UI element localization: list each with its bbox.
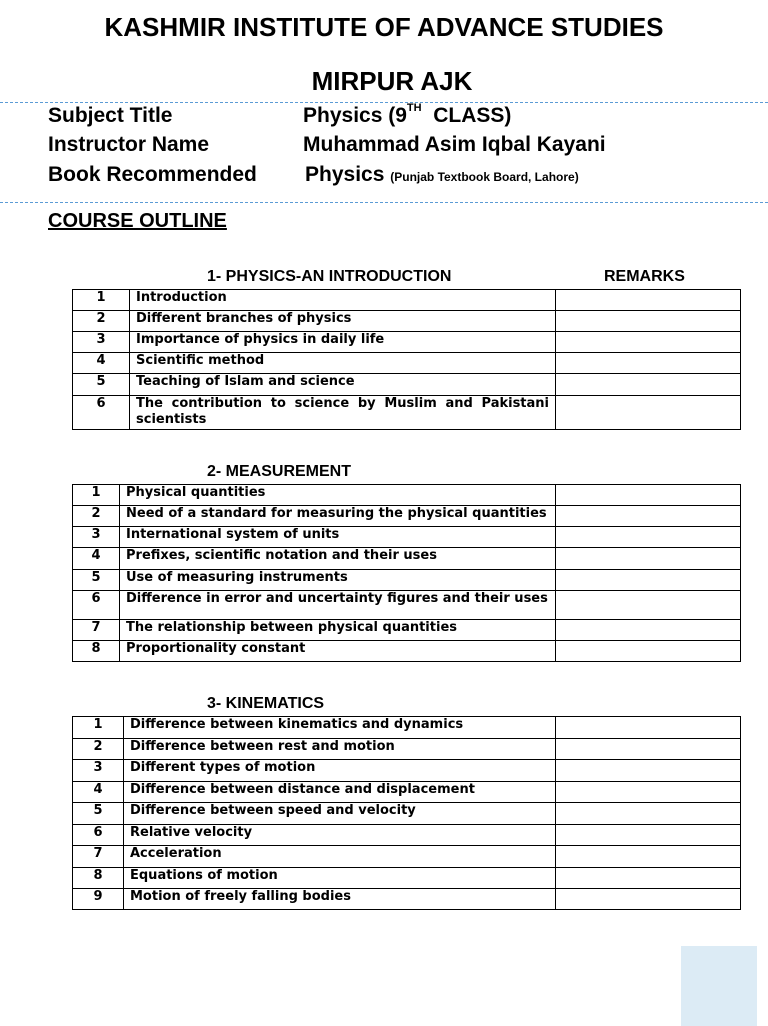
row-topic: Scientific method	[130, 353, 556, 374]
course-outline-heading: COURSE OUTLINE	[48, 210, 227, 232]
table-row	[73, 527, 741, 548]
book-row	[48, 163, 579, 187]
row-topic: Difference between speed and velocity	[124, 803, 556, 825]
row-number: 4	[73, 548, 120, 570]
row-number: 8	[73, 641, 120, 662]
row-remarks-cell	[556, 782, 741, 803]
row-remarks-cell	[556, 717, 741, 739]
table-row	[73, 374, 741, 396]
table-row	[73, 846, 741, 868]
book-value: Physics (Punjab Textbook Board, Lahore)	[305, 163, 579, 186]
row-number: 4	[73, 782, 124, 803]
row-remarks-cell	[556, 311, 741, 332]
row-number: 3	[73, 332, 130, 353]
row-topic: Use of measuring instruments	[120, 570, 556, 591]
subject-value: Physics (9TH CLASS)	[303, 102, 512, 127]
row-topic: Physical quantities	[120, 485, 556, 506]
city-title: MIRPUR AJK	[311, 66, 473, 96]
row-topic: International system of units	[120, 527, 556, 548]
row-topic: Prefixes, scientific notation and their uses	[120, 548, 556, 570]
row-number: 6	[73, 396, 130, 430]
row-topic: Relative velocity	[124, 825, 556, 846]
row-number: 1	[73, 717, 124, 739]
subject-row	[48, 102, 512, 128]
row-remarks-cell	[556, 396, 741, 430]
row-topic: Different branches of physics	[130, 311, 556, 332]
row-topic: Different types of motion	[124, 760, 556, 782]
table-row	[73, 803, 741, 825]
row-remarks-cell	[556, 889, 741, 910]
table-row	[73, 311, 741, 332]
section-1-heading: 1- PHYSICS-AN INTRODUCTION	[207, 268, 452, 285]
row-remarks-cell	[556, 374, 741, 396]
table-row	[73, 641, 741, 662]
table-row	[73, 739, 741, 760]
section-1-table	[72, 289, 741, 430]
table-row	[73, 868, 741, 889]
subject-label: Subject Title	[48, 104, 173, 127]
row-remarks-cell	[556, 739, 741, 760]
table-row	[73, 782, 741, 803]
divider-bottom	[0, 202, 768, 203]
row-topic: Difference between distance and displacement	[124, 782, 556, 803]
table-row	[73, 760, 741, 782]
book-label: Book Recommended	[48, 163, 257, 186]
row-topic: Need of a standard for measuring the physical quantities	[120, 506, 556, 527]
row-number: 8	[73, 868, 124, 889]
institute-title: KASHMIR INSTITUTE OF ADVANCE STUDIES	[104, 12, 664, 42]
row-topic: Motion of freely falling bodies	[124, 889, 556, 910]
row-remarks-cell	[556, 506, 741, 527]
row-number: 5	[73, 374, 130, 396]
row-number: 3	[73, 760, 124, 782]
row-remarks-cell	[556, 548, 741, 570]
instructor-value: Muhammad Asim Iqbal Kayani	[303, 133, 606, 156]
section-2-heading: 2- MEASUREMENT	[207, 463, 352, 480]
table-row	[73, 485, 741, 506]
table-row	[73, 570, 741, 591]
row-number: 2	[73, 739, 124, 760]
table-row	[73, 591, 741, 620]
table-row	[73, 396, 741, 430]
section-2-table	[72, 484, 741, 662]
remarks-heading: REMARKS	[604, 268, 685, 285]
divider-top	[0, 102, 768, 103]
row-number: 9	[73, 889, 124, 910]
row-number: 5	[73, 803, 124, 825]
row-topic: Difference between rest and motion	[124, 739, 556, 760]
table-row	[73, 717, 741, 739]
row-remarks-cell	[556, 527, 741, 548]
row-remarks-cell	[556, 570, 741, 591]
row-remarks-cell	[556, 868, 741, 889]
table-row	[73, 620, 741, 641]
row-number: 5	[73, 570, 120, 591]
row-remarks-cell	[556, 846, 741, 868]
row-number: 7	[73, 846, 124, 868]
row-remarks-cell	[556, 485, 741, 506]
row-topic: Introduction	[130, 290, 556, 311]
row-topic: Proportionality constant	[120, 641, 556, 662]
row-number: 1	[73, 290, 130, 311]
row-topic: Teaching of Islam and science	[130, 374, 556, 396]
row-number: 2	[73, 311, 130, 332]
row-topic: Importance of physics in daily life	[130, 332, 556, 353]
table-row	[73, 825, 741, 846]
table-row	[73, 353, 741, 374]
table-row	[73, 332, 741, 353]
row-topic: The contribution to science by Muslim and Pakistani scientists	[130, 396, 556, 430]
row-remarks-cell	[556, 353, 741, 374]
row-topic: Equations of motion	[124, 868, 556, 889]
row-remarks-cell	[556, 591, 741, 620]
instructor-row	[48, 133, 606, 157]
row-number: 7	[73, 620, 120, 641]
row-number: 1	[73, 485, 120, 506]
row-remarks-cell	[556, 290, 741, 311]
row-remarks-cell	[556, 620, 741, 641]
row-topic: Acceleration	[124, 846, 556, 868]
row-number: 4	[73, 353, 130, 374]
row-remarks-cell	[556, 803, 741, 825]
instructor-label: Instructor Name	[48, 133, 210, 156]
row-number: 6	[73, 825, 124, 846]
table-row	[73, 506, 741, 527]
row-topic: Difference in error and uncertainty figures and their uses	[120, 591, 556, 620]
row-number: 6	[73, 591, 120, 620]
section-3-heading: 3- KINEMATICS	[207, 695, 325, 712]
row-topic: The relationship between physical quantities	[120, 620, 556, 641]
table-row	[73, 889, 741, 910]
table-row	[73, 548, 741, 570]
row-topic: Difference between kinematics and dynamics	[124, 717, 556, 739]
row-remarks-cell	[556, 825, 741, 846]
row-number: 2	[73, 506, 120, 527]
table-row	[73, 290, 741, 311]
corner-box	[681, 946, 757, 1026]
row-remarks-cell	[556, 641, 741, 662]
row-remarks-cell	[556, 760, 741, 782]
section-3-table	[72, 716, 741, 910]
row-remarks-cell	[556, 332, 741, 353]
row-number: 3	[73, 527, 120, 548]
